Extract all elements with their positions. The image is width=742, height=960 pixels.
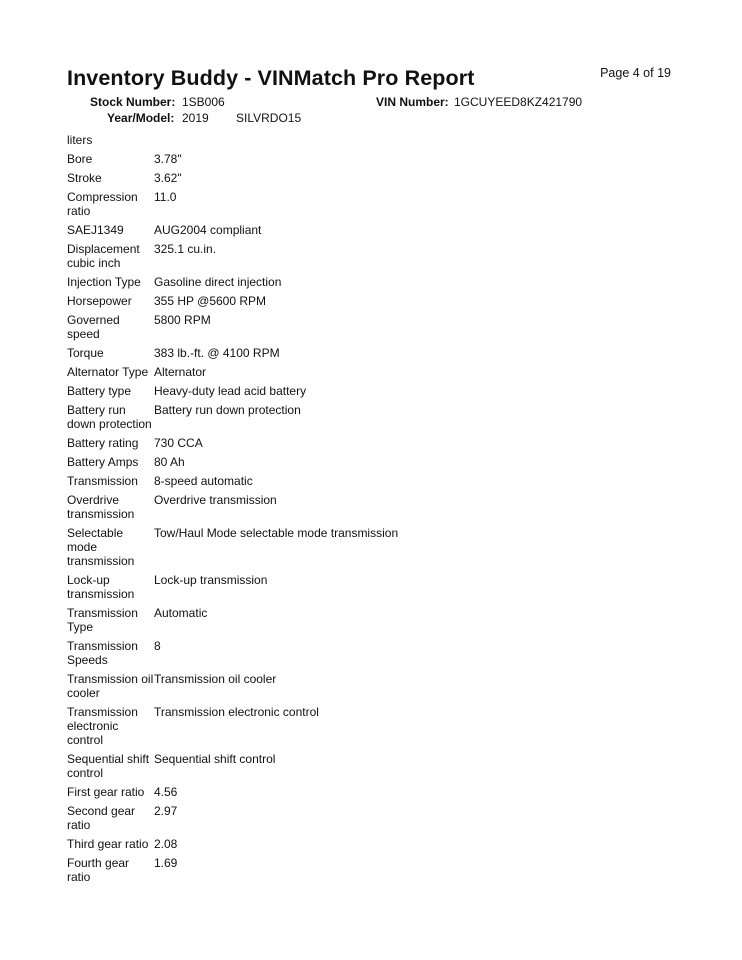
spec-value: Gasoline direct injection xyxy=(154,275,282,289)
spec-value: Battery run down protection xyxy=(154,403,301,417)
spec-row xyxy=(67,152,687,166)
spec-label: Alternator Type xyxy=(67,365,149,379)
spec-row xyxy=(67,752,687,780)
spec-label: Governed speed xyxy=(67,313,120,341)
spec-label: Injection Type xyxy=(67,275,141,289)
spec-row xyxy=(67,403,687,431)
spec-label: Fourth gear ratio xyxy=(67,856,130,884)
spec-row xyxy=(67,493,687,521)
spec-value: 80 Ah xyxy=(154,455,185,469)
spec-value: 383 lb.-ft. @ 4100 RPM xyxy=(154,346,280,360)
spec-row xyxy=(67,639,687,667)
spec-row xyxy=(67,313,687,341)
year-model-label: Year/Model: xyxy=(107,111,175,125)
spec-label: Third gear ratio xyxy=(67,837,149,851)
spec-value: 5800 RPM xyxy=(154,313,211,327)
spec-row xyxy=(67,133,687,147)
spec-value: 4.56 xyxy=(154,785,178,799)
spec-value: Automatic xyxy=(154,606,208,620)
spec-row xyxy=(67,474,687,488)
spec-value: 325.1 cu.in. xyxy=(154,242,217,256)
spec-label: Sequential shift control xyxy=(67,752,150,780)
page-number: Page 4 of 19 xyxy=(600,66,671,80)
spec-row xyxy=(67,785,687,799)
report-title: Inventory Buddy - VINMatch Pro Report xyxy=(67,66,475,90)
spec-row xyxy=(67,606,687,634)
spec-row xyxy=(67,346,687,360)
spec-value: AUG2004 compliant xyxy=(154,223,262,237)
spec-value: 2.97 xyxy=(154,804,178,818)
spec-row xyxy=(67,705,687,747)
spec-label: Battery Amps xyxy=(67,455,139,469)
spec-value: 3.62" xyxy=(154,171,182,185)
spec-value: 8 xyxy=(154,639,161,653)
year-value: 2019 xyxy=(182,111,209,125)
spec-row xyxy=(67,384,687,398)
spec-row xyxy=(67,242,687,270)
spec-value xyxy=(154,133,687,147)
spec-row xyxy=(67,856,687,884)
spec-label: First gear ratio xyxy=(67,785,145,799)
spec-label: Bore xyxy=(67,152,93,166)
spec-value: 8-speed automatic xyxy=(154,474,253,488)
spec-label: liters xyxy=(67,133,93,147)
spec-label: Transmission Speeds xyxy=(67,639,138,667)
spec-label: Compression ratio xyxy=(67,190,138,218)
spec-value: Tow/Haul Mode selectable mode transmission xyxy=(154,526,399,540)
spec-label: Displacement cubic inch xyxy=(67,242,140,270)
spec-value: Transmission electronic control xyxy=(154,705,319,719)
spec-value: 11.0 xyxy=(154,190,177,204)
spec-label: Transmission xyxy=(67,474,138,488)
vin-number-value: 1GCUYEED8KZ421790 xyxy=(454,95,583,109)
spec-row xyxy=(67,804,687,832)
spec-value: Transmission oil cooler xyxy=(154,672,277,686)
stock-number-label: Stock Number: xyxy=(90,95,176,109)
stock-number-value: 1SB006 xyxy=(182,95,225,109)
spec-label: Lock-up transmission xyxy=(67,573,135,601)
spec-label: Overdrive transmission xyxy=(67,493,135,521)
spec-value: 730 CCA xyxy=(154,436,203,450)
spec-value: Sequential shift control xyxy=(154,752,276,766)
spec-label: Transmission oil cooler xyxy=(67,672,154,700)
spec-row xyxy=(67,223,687,237)
spec-value: Lock-up transmission xyxy=(154,573,268,587)
spec-row xyxy=(67,672,687,700)
spec-value: Alternator xyxy=(154,365,207,379)
spec-row xyxy=(67,190,687,218)
spec-label: Transmission Type xyxy=(67,606,138,634)
spec-row xyxy=(67,294,687,308)
spec-row xyxy=(67,455,687,469)
model-value: SILVRDO15 xyxy=(236,111,302,125)
spec-value: Overdrive transmission xyxy=(154,493,277,507)
spec-label: Selectable mode transmission xyxy=(67,526,135,568)
spec-label: Torque xyxy=(67,346,104,360)
spec-row xyxy=(67,436,687,450)
spec-value: Heavy-duty lead acid battery xyxy=(154,384,307,398)
spec-value: 3.78" xyxy=(154,152,182,166)
vin-number-label: VIN Number: xyxy=(376,95,449,109)
spec-label: SAEJ1349 xyxy=(67,223,124,237)
spec-value: 355 HP @5600 RPM xyxy=(154,294,267,308)
spec-value: 1.69 xyxy=(154,856,178,870)
spec-label: Battery type xyxy=(67,384,132,398)
spec-value: 2.08 xyxy=(154,837,178,851)
spec-row xyxy=(67,275,687,289)
spec-label: Transmission electronic control xyxy=(67,705,138,747)
spec-row xyxy=(67,365,687,379)
spec-row xyxy=(67,573,687,601)
spec-label: Battery rating xyxy=(67,436,139,450)
spec-row xyxy=(67,171,687,185)
spec-label: Stroke xyxy=(67,171,102,185)
spec-row xyxy=(67,837,687,851)
spec-label: Second gear ratio xyxy=(67,804,136,832)
spec-row xyxy=(67,526,687,568)
spec-label: Horsepower xyxy=(67,294,132,308)
spec-list xyxy=(67,133,687,889)
spec-label: Battery run down protection xyxy=(67,403,152,431)
